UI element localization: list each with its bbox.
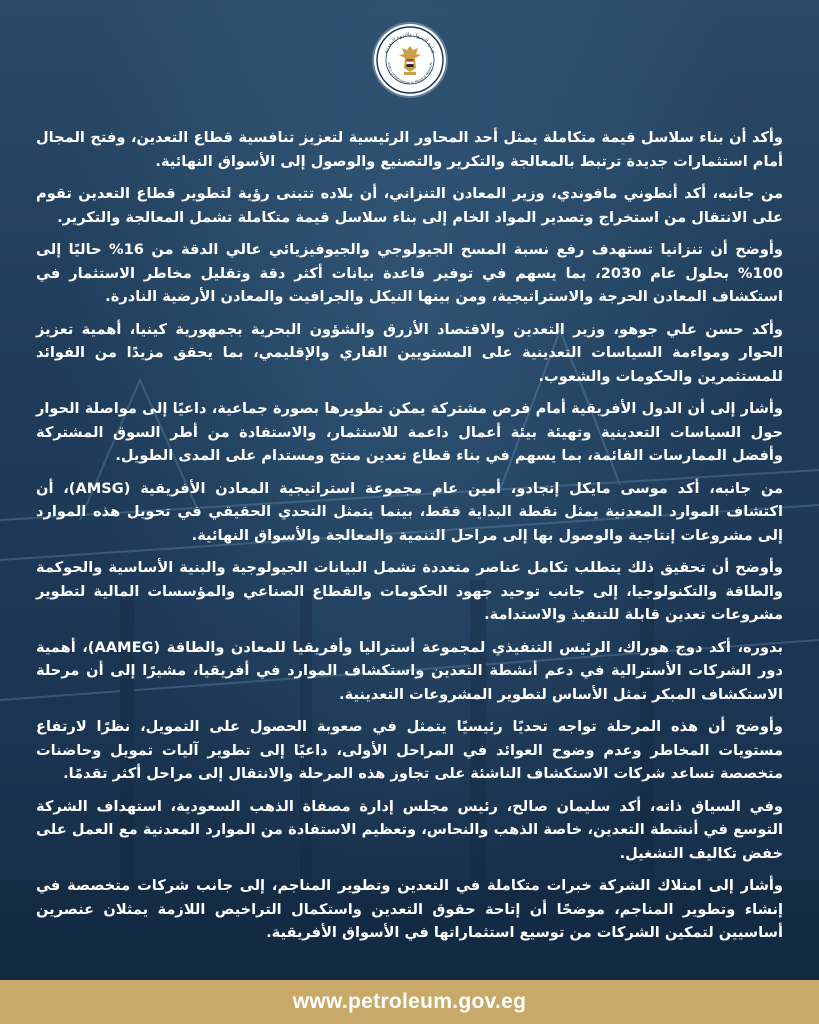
article-paragraph: وفي السياق ذاته، أكد سليمان صالح، رئيس مجلس إدارة مصفاة الذهب السعودية، استهداف الشركة التوسع في أنشطة التعدين، خاصة الذهب والنحاس، وتعظيم الاستفادة من الموارد المعدنية مع العمل على خفض تكاليف التشغيل. [36, 797, 783, 862]
footer-band [0, 980, 819, 1024]
article-paragraph: وأوضح أن تنزانيا تستهدف رفع نسبة المسح الجيولوجي والجيوفيزيائي عالي الدقة من 16% حاليًا إلى 100% بحلول عام 2030، بما يسهم في توفير قاعدة بيانات أكثر دقة وتقليل مخاطر الاستثمار في استكشاف المعادن الحرجة والاستراتيجية، ومن بينها النيكل والجرافيت والمعادن الأرضية النادرة. [36, 241, 783, 305]
ministry-eagle-seal-icon [374, 24, 446, 96]
article-paragraph: بدوره، أكد دوج هوراك، الرئيس التنفيذي لمجموعة أستراليا وأفريقيا للمعادن والطاقة (AAMEG)، أهمية دور الشركات الأسترالية في دعم أنشطة التعدين واستكشاف الموارد في أفريقيا، مشيرًا إلى أن مرحلة الاستكشاف المبكر تمثل الأساس لتطوير المشروعات التعدينية. [36, 638, 783, 703]
article-paragraph: وأشار إلى امتلاك الشركة خبرات متكاملة في التعدين وتطوير المناجم، إلى جانب شركات متخصصة في إنشاء وتطوير المناجم، موضحًا أن إتاحة حقوق التعدين واستكمال التراخيص اللازمة يمثلان عنصرين أساسيين لتمكين الشركات من توسيع استثماراتها في الأسواق الأفريقية. [36, 877, 783, 941]
article-paragraph: وأكد حسن علي جوهو، وزير التعدين والاقتصاد الأزرق والشؤون البحرية بجمهورية كينيا، أهمية تعزيز الحوار ومواءمة السياسات التعدينية على المستويين القاري والإقليمي، بما يحقق مزيدًا من الفوائد للمستثمرين والحكومات والشعوب. [36, 320, 783, 385]
article-paragraph: وأوضح أن هذه المرحلة تواجه تحديًا رئيسيًا يتمثل في صعوبة الحصول على التمويل، نظرًا لارتفاع مستويات المخاطر وعدم وضوح العوائد في المراحل الأولى، داعيًا إلى تطوير آليات تمويل وحاضنات متخصصة تساعد شركات الاستكشاف الناشئة على تجاوز هذه المرحلة والانتقال إلى مراحل أكثر تقدمًا. [36, 718, 783, 782]
article-paragraph: وأكد أن بناء سلاسل قيمة متكاملة يمثل أحد المحاور الرئيسية لتعزيز تنافسية قطاع التعدين، وفتح المجال أمام استثمارات جديدة ترتبط بالمعالجة والتكرير والتصنيع والوصول إلى الأسواق النهائية. [36, 129, 783, 170]
ministry-logo [374, 24, 446, 96]
article-paragraph: وأوضح أن تحقيق ذلك يتطلب تكامل عناصر متعددة تشمل البيانات الجيولوجية والبنية الأساسية والحوكمة والطاقة والتكنولوجيا، إلى جانب توحيد جهود الحكومات والقطاع الصناعي والمؤسسات المالية لتطوير مشروعات تعدين قابلة للتنفيذ والاستدامة. [36, 559, 783, 623]
article-paragraph: من جانبه، أكد أنطوني مافوندي، وزير المعادن التنزاني، أن بلاده تتبنى رؤية لتطوير قطاع التعدين تقوم على الانتقال من استخراج وتصدير المواد الخام إلى بناء سلاسل قيمة متكاملة تشمل المعالجة والتكرير. [36, 185, 783, 226]
article-paragraph: وأشار إلى أن الدول الأفريقية أمام فرص مشتركة يمكن تطويرها بصورة جماعية، داعيًا إلى مواصلة الحوار حول السياسات التعدينية وتهيئة بيئة أعمال داعمة للاستثمار، والاستفادة من أطر السوق المشتركة وأفضل الممارسات القائمة، بما يسهم في بناء قطاع تعدين منتج ومستدام على المدى الطويل. [36, 400, 783, 464]
article-body [36, 126, 783, 954]
logo-lettering: وزارة البترول والثروة المعدنية [383, 31, 437, 55]
logo-lettering: nistry of Petroleum & Mineral Resourc [386, 62, 434, 86]
article-paragraph: من جانبه، أكد موسى مايكل إنجادو، أمين عام مجموعة استراتيجية المعادن الأفريقية (AMSG)، أن اكتشاف الموارد المعدنية يمثل نقطة البداية فقط، بينما يتمثل التحدي الحقيقي في تحويل هذه الموارد إلى مشروعات إنتاجية والوصول بها إلى مراحل التنمية والمعالجة والأسواق النهائية. [36, 479, 783, 544]
website-link[interactable]: www.petroleum.gov.eg [292, 990, 527, 1013]
